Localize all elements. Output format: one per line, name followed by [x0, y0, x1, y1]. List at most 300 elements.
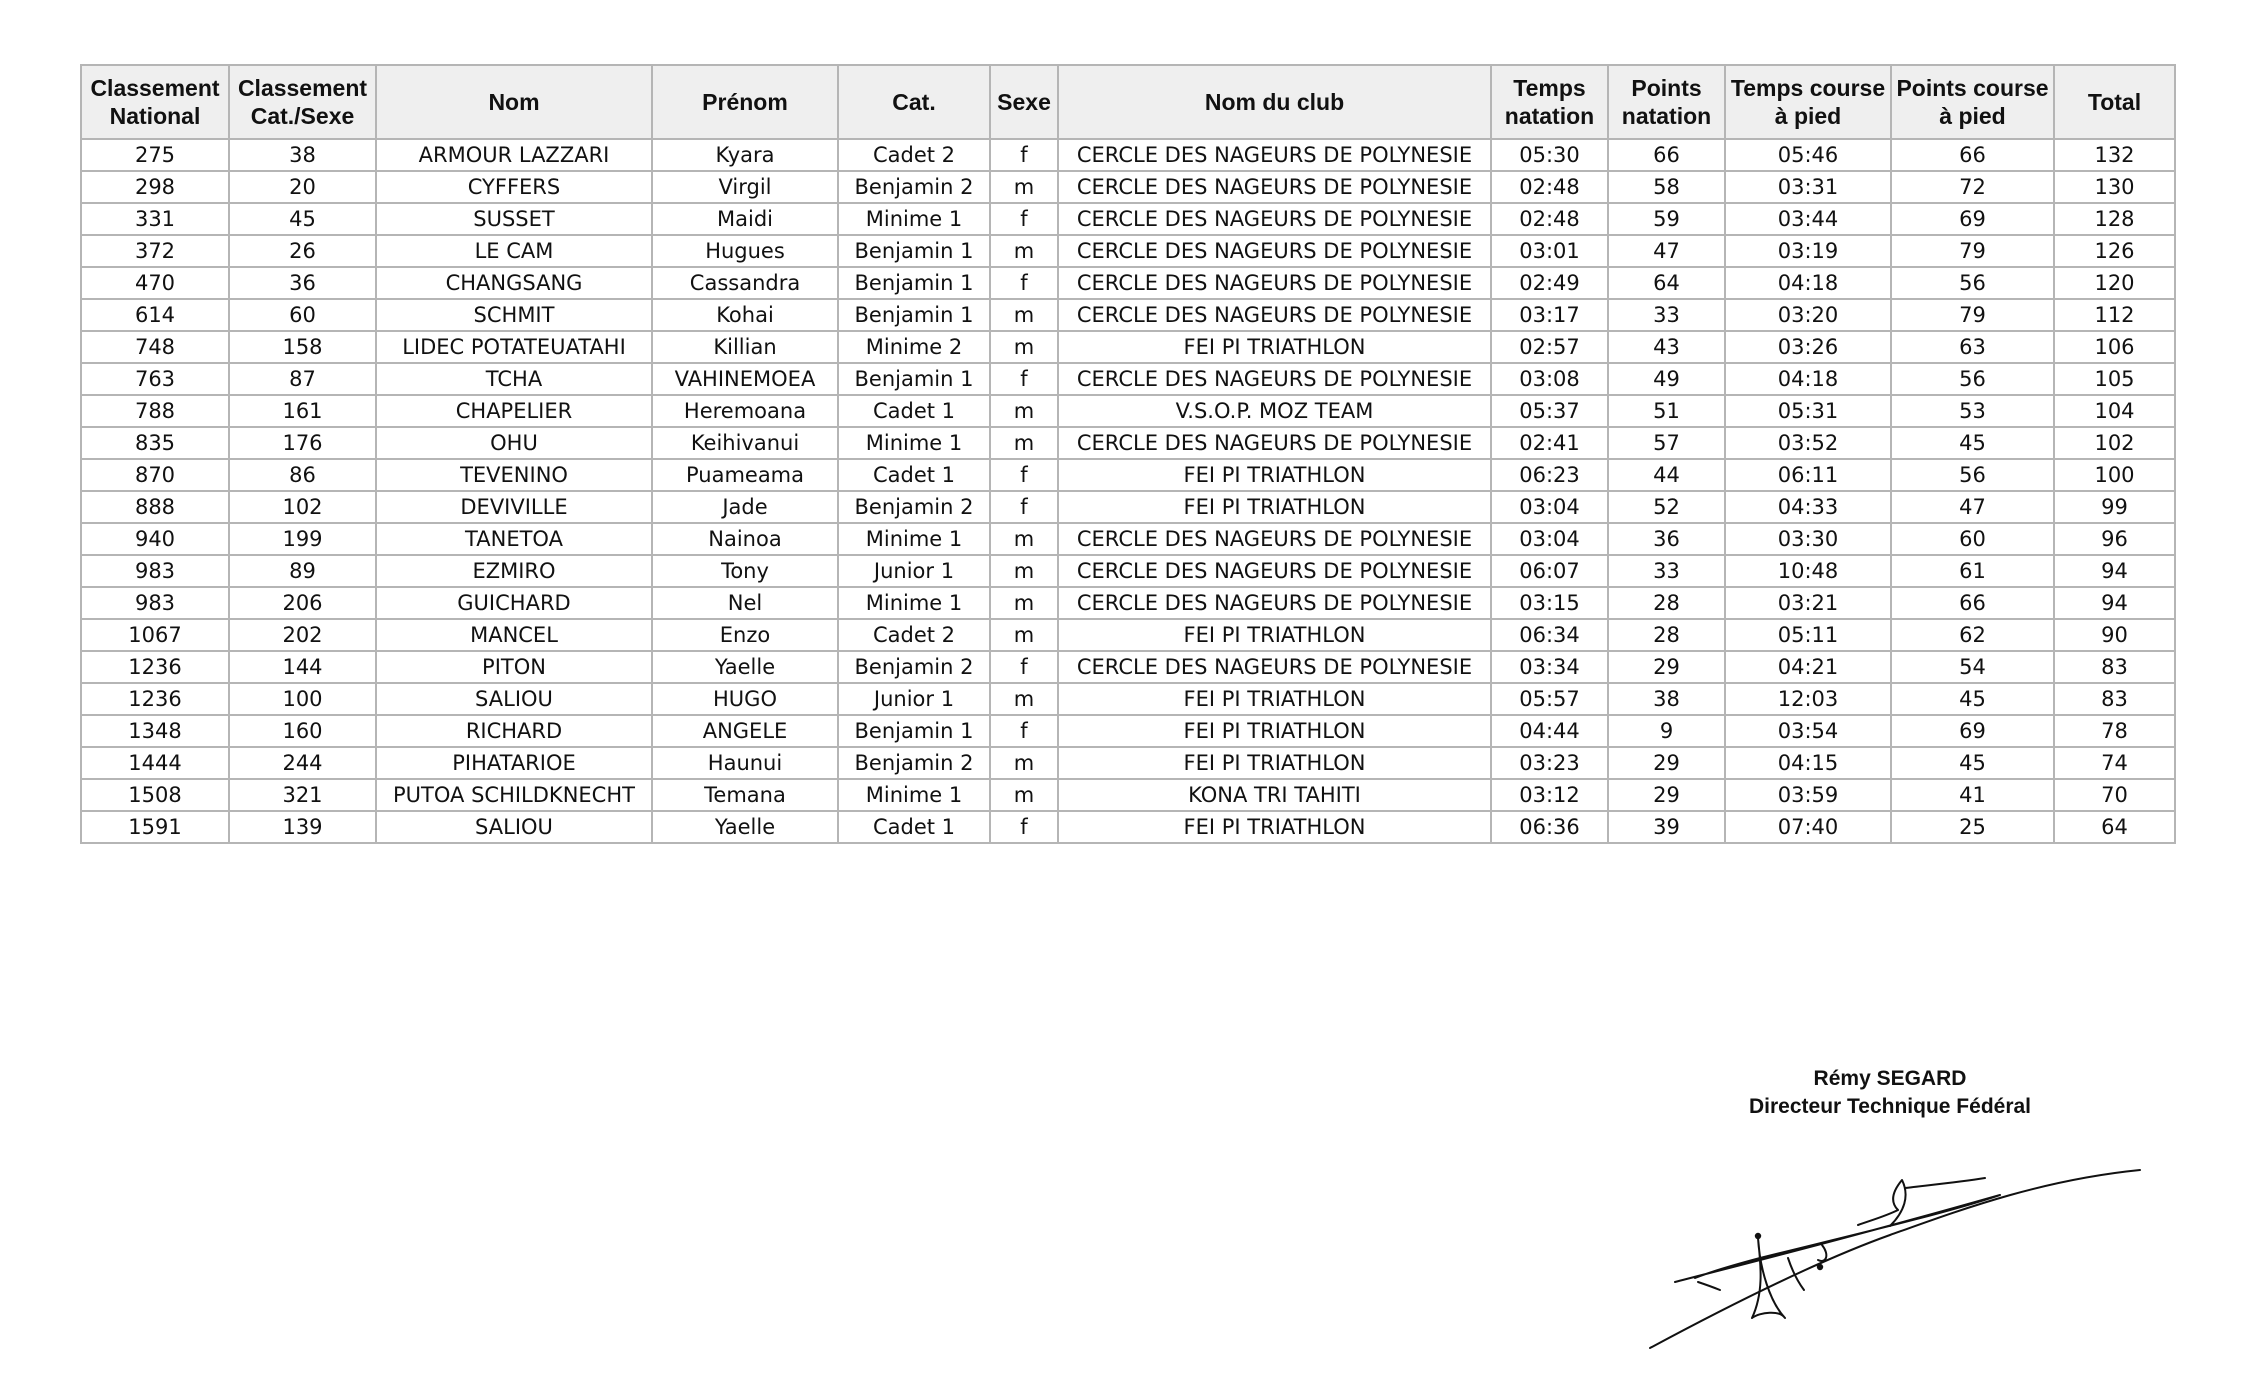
table-cell-nom: LIDEC POTATEUATAHI	[376, 331, 652, 363]
table-cell-classement-national: 888	[81, 491, 229, 523]
table-cell-temps-course: 03:26	[1725, 331, 1891, 363]
table-cell-classement-national: 1236	[81, 683, 229, 715]
table-cell-temps-course: 05:11	[1725, 619, 1891, 651]
table-cell-classement-cat-sexe: 161	[229, 395, 376, 427]
table-row	[81, 619, 2175, 651]
table-cell-temps-natation: 02:57	[1491, 331, 1608, 363]
table-cell-temps-natation: 03:15	[1491, 587, 1608, 619]
table-cell-total: 99	[2054, 491, 2175, 523]
table-cell-nom-du-club: CERCLE DES NAGEURS DE POLYNESIE	[1058, 555, 1491, 587]
table-cell-cat: Cadet 1	[838, 459, 990, 491]
table-cell-classement-cat-sexe: 86	[229, 459, 376, 491]
table-cell-temps-course: 03:21	[1725, 587, 1891, 619]
table-cell-nom-du-club: FEI PI TRIATHLON	[1058, 331, 1491, 363]
table-cell-nom: CYFFERS	[376, 171, 652, 203]
table-cell-points-natation: 66	[1608, 139, 1725, 171]
table-row	[81, 587, 2175, 619]
table-cell-cat: Benjamin 2	[838, 491, 990, 523]
table-cell-temps-natation: 03:01	[1491, 235, 1608, 267]
table-cell-cat: Benjamin 1	[838, 715, 990, 747]
table-cell-points-natation: 47	[1608, 235, 1725, 267]
table-cell-temps-course: 04:18	[1725, 267, 1891, 299]
table-cell-prenom: Haunui	[652, 747, 838, 779]
table-cell-total: 83	[2054, 651, 2175, 683]
table-cell-cat: Minime 2	[838, 331, 990, 363]
table-cell-points-natation: 59	[1608, 203, 1725, 235]
table-cell-nom: TANETOA	[376, 523, 652, 555]
table-cell-points-natation: 51	[1608, 395, 1725, 427]
table-cell-temps-natation: 05:37	[1491, 395, 1608, 427]
table-cell-sexe: m	[990, 235, 1058, 267]
table-cell-cat: Minime 1	[838, 779, 990, 811]
table-cell-nom-du-club: FEI PI TRIATHLON	[1058, 619, 1491, 651]
table-cell-sexe: m	[990, 395, 1058, 427]
table-cell-points-natation: 28	[1608, 587, 1725, 619]
table-cell-classement-cat-sexe: 160	[229, 715, 376, 747]
table-row	[81, 299, 2175, 331]
table-cell-temps-course: 05:46	[1725, 139, 1891, 171]
table-cell-sexe: f	[990, 715, 1058, 747]
table-cell-points-course: 56	[1891, 267, 2054, 299]
table-cell-classement-national: 763	[81, 363, 229, 395]
table-cell-nom: DEVIVILLE	[376, 491, 652, 523]
table-cell-classement-national: 614	[81, 299, 229, 331]
table-row	[81, 651, 2175, 683]
table-cell-temps-course: 12:03	[1725, 683, 1891, 715]
table-cell-sexe: f	[990, 811, 1058, 843]
table-cell-total: 64	[2054, 811, 2175, 843]
table-cell-cat: Junior 1	[838, 555, 990, 587]
table-cell-prenom: Yaelle	[652, 811, 838, 843]
table-cell-nom-du-club: V.S.O.P. MOZ TEAM	[1058, 395, 1491, 427]
table-cell-nom-du-club: CERCLE DES NAGEURS DE POLYNESIE	[1058, 139, 1491, 171]
table-cell-classement-national: 940	[81, 523, 229, 555]
table-cell-nom: LE CAM	[376, 235, 652, 267]
table-cell-temps-natation: 03:04	[1491, 523, 1608, 555]
table-cell-total: 83	[2054, 683, 2175, 715]
table-cell-classement-national: 331	[81, 203, 229, 235]
table-cell-cat: Minime 1	[838, 427, 990, 459]
table-cell-points-course: 45	[1891, 683, 2054, 715]
table-cell-points-natation: 9	[1608, 715, 1725, 747]
table-cell-classement-cat-sexe: 102	[229, 491, 376, 523]
table-cell-classement-cat-sexe: 20	[229, 171, 376, 203]
table-cell-points-course: 56	[1891, 363, 2054, 395]
table-cell-temps-course: 04:15	[1725, 747, 1891, 779]
table-cell-nom-du-club: FEI PI TRIATHLON	[1058, 811, 1491, 843]
table-cell-prenom: Kohai	[652, 299, 838, 331]
table-cell-points-course: 69	[1891, 203, 2054, 235]
table-cell-cat: Cadet 2	[838, 619, 990, 651]
signatory-title: Directeur Technique Fédéral	[1748, 1095, 2032, 1118]
column-header-points-natation: Points natation	[1608, 65, 1725, 139]
table-cell-total: 120	[2054, 267, 2175, 299]
signature-block	[1700, 1065, 2080, 1121]
table-cell-temps-natation: 02:41	[1491, 427, 1608, 459]
table-cell-prenom: Jade	[652, 491, 838, 523]
table-cell-total: 94	[2054, 555, 2175, 587]
table-cell-nom-du-club: CERCLE DES NAGEURS DE POLYNESIE	[1058, 299, 1491, 331]
table-cell-cat: Junior 1	[838, 683, 990, 715]
table-cell-points-natation: 28	[1608, 619, 1725, 651]
table-cell-cat: Cadet 1	[838, 395, 990, 427]
table-cell-classement-national: 870	[81, 459, 229, 491]
table-cell-sexe: m	[990, 683, 1058, 715]
table-cell-prenom: Nel	[652, 587, 838, 619]
table-row	[81, 203, 2175, 235]
table-cell-sexe: m	[990, 779, 1058, 811]
table-cell-total: 132	[2054, 139, 2175, 171]
table-cell-nom: SALIOU	[376, 683, 652, 715]
table-cell-points-course: 45	[1891, 427, 2054, 459]
table-cell-prenom: Heremoana	[652, 395, 838, 427]
table-cell-total: 96	[2054, 523, 2175, 555]
table-cell-temps-course: 03:19	[1725, 235, 1891, 267]
table-cell-temps-natation: 05:57	[1491, 683, 1608, 715]
table-row	[81, 427, 2175, 459]
table-cell-nom-du-club: CERCLE DES NAGEURS DE POLYNESIE	[1058, 427, 1491, 459]
table-cell-prenom: Hugues	[652, 235, 838, 267]
table-cell-sexe: f	[990, 651, 1058, 683]
table-cell-nom-du-club: CERCLE DES NAGEURS DE POLYNESIE	[1058, 235, 1491, 267]
table-cell-nom: RICHARD	[376, 715, 652, 747]
table-cell-classement-national: 983	[81, 587, 229, 619]
table-cell-total: 130	[2054, 171, 2175, 203]
table-cell-nom: SCHMIT	[376, 299, 652, 331]
table-cell-prenom: Nainoa	[652, 523, 838, 555]
table-cell-temps-natation: 04:44	[1491, 715, 1608, 747]
table-cell-total: 112	[2054, 299, 2175, 331]
column-header-sexe: Sexe	[990, 65, 1058, 139]
table-cell-prenom: Maidi	[652, 203, 838, 235]
table-cell-temps-natation: 03:12	[1491, 779, 1608, 811]
table-row	[81, 139, 2175, 171]
table-cell-points-natation: 52	[1608, 491, 1725, 523]
table-cell-points-natation: 33	[1608, 299, 1725, 331]
table-cell-cat: Benjamin 1	[838, 363, 990, 395]
table-cell-points-natation: 29	[1608, 779, 1725, 811]
table-cell-cat: Benjamin 2	[838, 651, 990, 683]
table-row	[81, 235, 2175, 267]
table-cell-points-course: 60	[1891, 523, 2054, 555]
table-cell-nom: SALIOU	[376, 811, 652, 843]
table-cell-nom-du-club: FEI PI TRIATHLON	[1058, 715, 1491, 747]
column-header-temps-natation: Temps natation	[1491, 65, 1608, 139]
table-cell-classement-national: 835	[81, 427, 229, 459]
table-cell-sexe: m	[990, 299, 1058, 331]
table-cell-classement-national: 372	[81, 235, 229, 267]
table-cell-points-natation: 33	[1608, 555, 1725, 587]
table-cell-temps-natation: 03:04	[1491, 491, 1608, 523]
table-cell-nom-du-club: CERCLE DES NAGEURS DE POLYNESIE	[1058, 171, 1491, 203]
table-cell-prenom: Kyara	[652, 139, 838, 171]
table-cell-classement-national: 1236	[81, 651, 229, 683]
table-cell-classement-cat-sexe: 60	[229, 299, 376, 331]
table-row	[81, 267, 2175, 299]
table-cell-temps-natation: 02:48	[1491, 171, 1608, 203]
table-row	[81, 491, 2175, 523]
table-cell-classement-cat-sexe: 38	[229, 139, 376, 171]
table-cell-nom-du-club: FEI PI TRIATHLON	[1058, 747, 1491, 779]
table-cell-prenom: Virgil	[652, 171, 838, 203]
table-cell-nom: PITON	[376, 651, 652, 683]
table-row	[81, 523, 2175, 555]
table-cell-nom: EZMIRO	[376, 555, 652, 587]
table-cell-prenom: Temana	[652, 779, 838, 811]
table-cell-temps-natation: 03:08	[1491, 363, 1608, 395]
table-cell-classement-cat-sexe: 36	[229, 267, 376, 299]
table-cell-sexe: m	[990, 171, 1058, 203]
table-cell-nom: CHANGSANG	[376, 267, 652, 299]
table-cell-temps-natation: 06:07	[1491, 555, 1608, 587]
table-cell-total: 70	[2054, 779, 2175, 811]
table-cell-nom-du-club: FEI PI TRIATHLON	[1058, 459, 1491, 491]
table-cell-classement-cat-sexe: 199	[229, 523, 376, 555]
column-header-total: Total	[2054, 65, 2175, 139]
table-cell-classement-cat-sexe: 87	[229, 363, 376, 395]
table-cell-points-course: 79	[1891, 235, 2054, 267]
column-header-classement-cat-sexe: Classement Cat./Sexe	[229, 65, 376, 139]
column-header-temps-course: Temps course à pied	[1725, 65, 1891, 139]
table-cell-cat: Minime 1	[838, 203, 990, 235]
table-cell-nom-du-club: FEI PI TRIATHLON	[1058, 683, 1491, 715]
table-cell-classement-national: 1508	[81, 779, 229, 811]
table-cell-classement-cat-sexe: 206	[229, 587, 376, 619]
table-cell-nom: GUICHARD	[376, 587, 652, 619]
table-cell-points-course: 53	[1891, 395, 2054, 427]
table-cell-temps-course: 03:30	[1725, 523, 1891, 555]
table-cell-points-course: 79	[1891, 299, 2054, 331]
table-cell-temps-course: 06:11	[1725, 459, 1891, 491]
table-cell-nom-du-club: CERCLE DES NAGEURS DE POLYNESIE	[1058, 523, 1491, 555]
table-cell-temps-natation: 05:30	[1491, 139, 1608, 171]
column-header-nom: Nom	[376, 65, 652, 139]
table-cell-points-natation: 57	[1608, 427, 1725, 459]
table-row	[81, 331, 2175, 363]
table-cell-temps-course: 07:40	[1725, 811, 1891, 843]
table-cell-cat: Minime 1	[838, 587, 990, 619]
table-cell-classement-national: 1591	[81, 811, 229, 843]
table-cell-total: 128	[2054, 203, 2175, 235]
table-cell-sexe: f	[990, 363, 1058, 395]
table-body	[81, 139, 2175, 843]
table-cell-temps-course: 04:21	[1725, 651, 1891, 683]
table-cell-nom-du-club: CERCLE DES NAGEURS DE POLYNESIE	[1058, 267, 1491, 299]
table-cell-prenom: Yaelle	[652, 651, 838, 683]
table-row	[81, 779, 2175, 811]
table-cell-classement-cat-sexe: 158	[229, 331, 376, 363]
table-cell-nom: SUSSET	[376, 203, 652, 235]
table-cell-sexe: f	[990, 203, 1058, 235]
table-cell-temps-natation: 03:17	[1491, 299, 1608, 331]
table-cell-points-course: 72	[1891, 171, 2054, 203]
column-header-nom-du-club: Nom du club	[1058, 65, 1491, 139]
column-header-classement-national: Classement National	[81, 65, 229, 139]
table-cell-total: 126	[2054, 235, 2175, 267]
table-cell-temps-course: 03:44	[1725, 203, 1891, 235]
table-row	[81, 715, 2175, 747]
table-cell-points-course: 66	[1891, 139, 2054, 171]
table-cell-nom: TCHA	[376, 363, 652, 395]
table-cell-sexe: m	[990, 619, 1058, 651]
table-cell-nom: TEVENINO	[376, 459, 652, 491]
handwritten-signature	[1640, 1140, 2150, 1360]
table-cell-sexe: m	[990, 747, 1058, 779]
table-cell-temps-natation: 03:23	[1491, 747, 1608, 779]
table-cell-classement-national: 298	[81, 171, 229, 203]
table-cell-total: 104	[2054, 395, 2175, 427]
table-cell-classement-national: 1348	[81, 715, 229, 747]
table-cell-points-natation: 64	[1608, 267, 1725, 299]
table-cell-points-course: 56	[1891, 459, 2054, 491]
table-cell-prenom: Puameama	[652, 459, 838, 491]
table-cell-cat: Minime 1	[838, 523, 990, 555]
table-cell-total: 78	[2054, 715, 2175, 747]
table-row	[81, 363, 2175, 395]
table-cell-cat: Benjamin 1	[838, 235, 990, 267]
table-cell-temps-course: 04:18	[1725, 363, 1891, 395]
signatory-name: Rémy SEGARD	[1813, 1067, 1967, 1090]
table-cell-sexe: m	[990, 427, 1058, 459]
table-cell-classement-cat-sexe: 89	[229, 555, 376, 587]
table-row	[81, 747, 2175, 779]
table-cell-nom-du-club: FEI PI TRIATHLON	[1058, 491, 1491, 523]
table-cell-nom-du-club: KONA TRI TAHITI	[1058, 779, 1491, 811]
table-cell-cat: Benjamin 1	[838, 299, 990, 331]
column-header-points-course: Points course à pied	[1891, 65, 2054, 139]
table-cell-total: 90	[2054, 619, 2175, 651]
table-cell-sexe: f	[990, 491, 1058, 523]
table-cell-points-course: 62	[1891, 619, 2054, 651]
table-cell-prenom: Tony	[652, 555, 838, 587]
table-cell-classement-cat-sexe: 26	[229, 235, 376, 267]
table-cell-temps-natation: 02:49	[1491, 267, 1608, 299]
table-cell-temps-natation: 02:48	[1491, 203, 1608, 235]
table-cell-classement-national: 275	[81, 139, 229, 171]
table-cell-classement-cat-sexe: 45	[229, 203, 376, 235]
table-cell-classement-national: 983	[81, 555, 229, 587]
table-cell-temps-course: 10:48	[1725, 555, 1891, 587]
table-cell-prenom: ANGELE	[652, 715, 838, 747]
table-cell-nom-du-club: CERCLE DES NAGEURS DE POLYNESIE	[1058, 587, 1491, 619]
table-cell-classement-cat-sexe: 202	[229, 619, 376, 651]
table-cell-sexe: m	[990, 587, 1058, 619]
table-cell-sexe: m	[990, 331, 1058, 363]
table-cell-cat: Benjamin 2	[838, 171, 990, 203]
table-row	[81, 171, 2175, 203]
table-cell-points-natation: 58	[1608, 171, 1725, 203]
table-cell-points-natation: 39	[1608, 811, 1725, 843]
table-cell-points-natation: 29	[1608, 747, 1725, 779]
table-cell-classement-national: 470	[81, 267, 229, 299]
table-cell-points-natation: 49	[1608, 363, 1725, 395]
table-cell-points-course: 63	[1891, 331, 2054, 363]
table-row	[81, 555, 2175, 587]
table-cell-nom: PIHATARIOE	[376, 747, 652, 779]
header-row	[81, 65, 2175, 139]
table-cell-classement-cat-sexe: 139	[229, 811, 376, 843]
table-cell-nom: MANCEL	[376, 619, 652, 651]
table-cell-points-course: 69	[1891, 715, 2054, 747]
table-cell-points-course: 41	[1891, 779, 2054, 811]
table-cell-points-natation: 43	[1608, 331, 1725, 363]
table-cell-prenom: Keihivanui	[652, 427, 838, 459]
table-cell-sexe: f	[990, 459, 1058, 491]
table-cell-points-course: 47	[1891, 491, 2054, 523]
table-cell-classement-national: 1067	[81, 619, 229, 651]
table-cell-temps-course: 03:20	[1725, 299, 1891, 331]
table-cell-temps-course: 03:54	[1725, 715, 1891, 747]
table-cell-points-natation: 38	[1608, 683, 1725, 715]
table-cell-points-natation: 29	[1608, 651, 1725, 683]
table-cell-cat: Cadet 1	[838, 811, 990, 843]
table-cell-nom-du-club: CERCLE DES NAGEURS DE POLYNESIE	[1058, 203, 1491, 235]
table-cell-nom: OHU	[376, 427, 652, 459]
table-cell-cat: Cadet 2	[838, 139, 990, 171]
table-cell-classement-national: 748	[81, 331, 229, 363]
table-cell-temps-natation: 06:23	[1491, 459, 1608, 491]
table-cell-total: 105	[2054, 363, 2175, 395]
table-cell-cat: Benjamin 1	[838, 267, 990, 299]
table-cell-nom: PUTOA SCHILDKNECHT	[376, 779, 652, 811]
table-cell-prenom: Enzo	[652, 619, 838, 651]
table-cell-prenom: Killian	[652, 331, 838, 363]
table-cell-total: 102	[2054, 427, 2175, 459]
table-header	[81, 65, 2175, 139]
column-header-prenom: Prénom	[652, 65, 838, 139]
column-header-cat: Cat.	[838, 65, 990, 139]
table-cell-prenom: Cassandra	[652, 267, 838, 299]
table-cell-points-course: 54	[1891, 651, 2054, 683]
table-cell-points-natation: 36	[1608, 523, 1725, 555]
table-cell-classement-national: 788	[81, 395, 229, 427]
table-row	[81, 683, 2175, 715]
table-cell-sexe: f	[990, 267, 1058, 299]
table-cell-temps-course: 03:31	[1725, 171, 1891, 203]
table-cell-points-course: 66	[1891, 587, 2054, 619]
table-cell-points-course: 61	[1891, 555, 2054, 587]
table-cell-classement-cat-sexe: 321	[229, 779, 376, 811]
table-row	[81, 811, 2175, 843]
table-cell-nom-du-club: CERCLE DES NAGEURS DE POLYNESIE	[1058, 363, 1491, 395]
results-table	[80, 64, 2176, 844]
table-cell-temps-course: 03:59	[1725, 779, 1891, 811]
table-cell-classement-cat-sexe: 176	[229, 427, 376, 459]
table-cell-temps-natation: 06:34	[1491, 619, 1608, 651]
table-cell-classement-national: 1444	[81, 747, 229, 779]
table-cell-cat: Benjamin 2	[838, 747, 990, 779]
table-cell-classement-cat-sexe: 244	[229, 747, 376, 779]
table-cell-classement-cat-sexe: 100	[229, 683, 376, 715]
table-cell-total: 106	[2054, 331, 2175, 363]
table-cell-points-course: 45	[1891, 747, 2054, 779]
table-cell-temps-course: 03:52	[1725, 427, 1891, 459]
table-cell-nom: CHAPELIER	[376, 395, 652, 427]
table-cell-points-course: 25	[1891, 811, 2054, 843]
table-row	[81, 459, 2175, 491]
table-cell-total: 100	[2054, 459, 2175, 491]
table-cell-prenom: HUGO	[652, 683, 838, 715]
table-cell-temps-course: 05:31	[1725, 395, 1891, 427]
table-cell-total: 94	[2054, 587, 2175, 619]
table-cell-sexe: m	[990, 523, 1058, 555]
table-cell-temps-natation: 06:36	[1491, 811, 1608, 843]
table-cell-nom: ARMOUR LAZZARI	[376, 139, 652, 171]
table-cell-temps-course: 04:33	[1725, 491, 1891, 523]
table-cell-total: 74	[2054, 747, 2175, 779]
table-cell-nom-du-club: CERCLE DES NAGEURS DE POLYNESIE	[1058, 651, 1491, 683]
table-cell-points-natation: 44	[1608, 459, 1725, 491]
